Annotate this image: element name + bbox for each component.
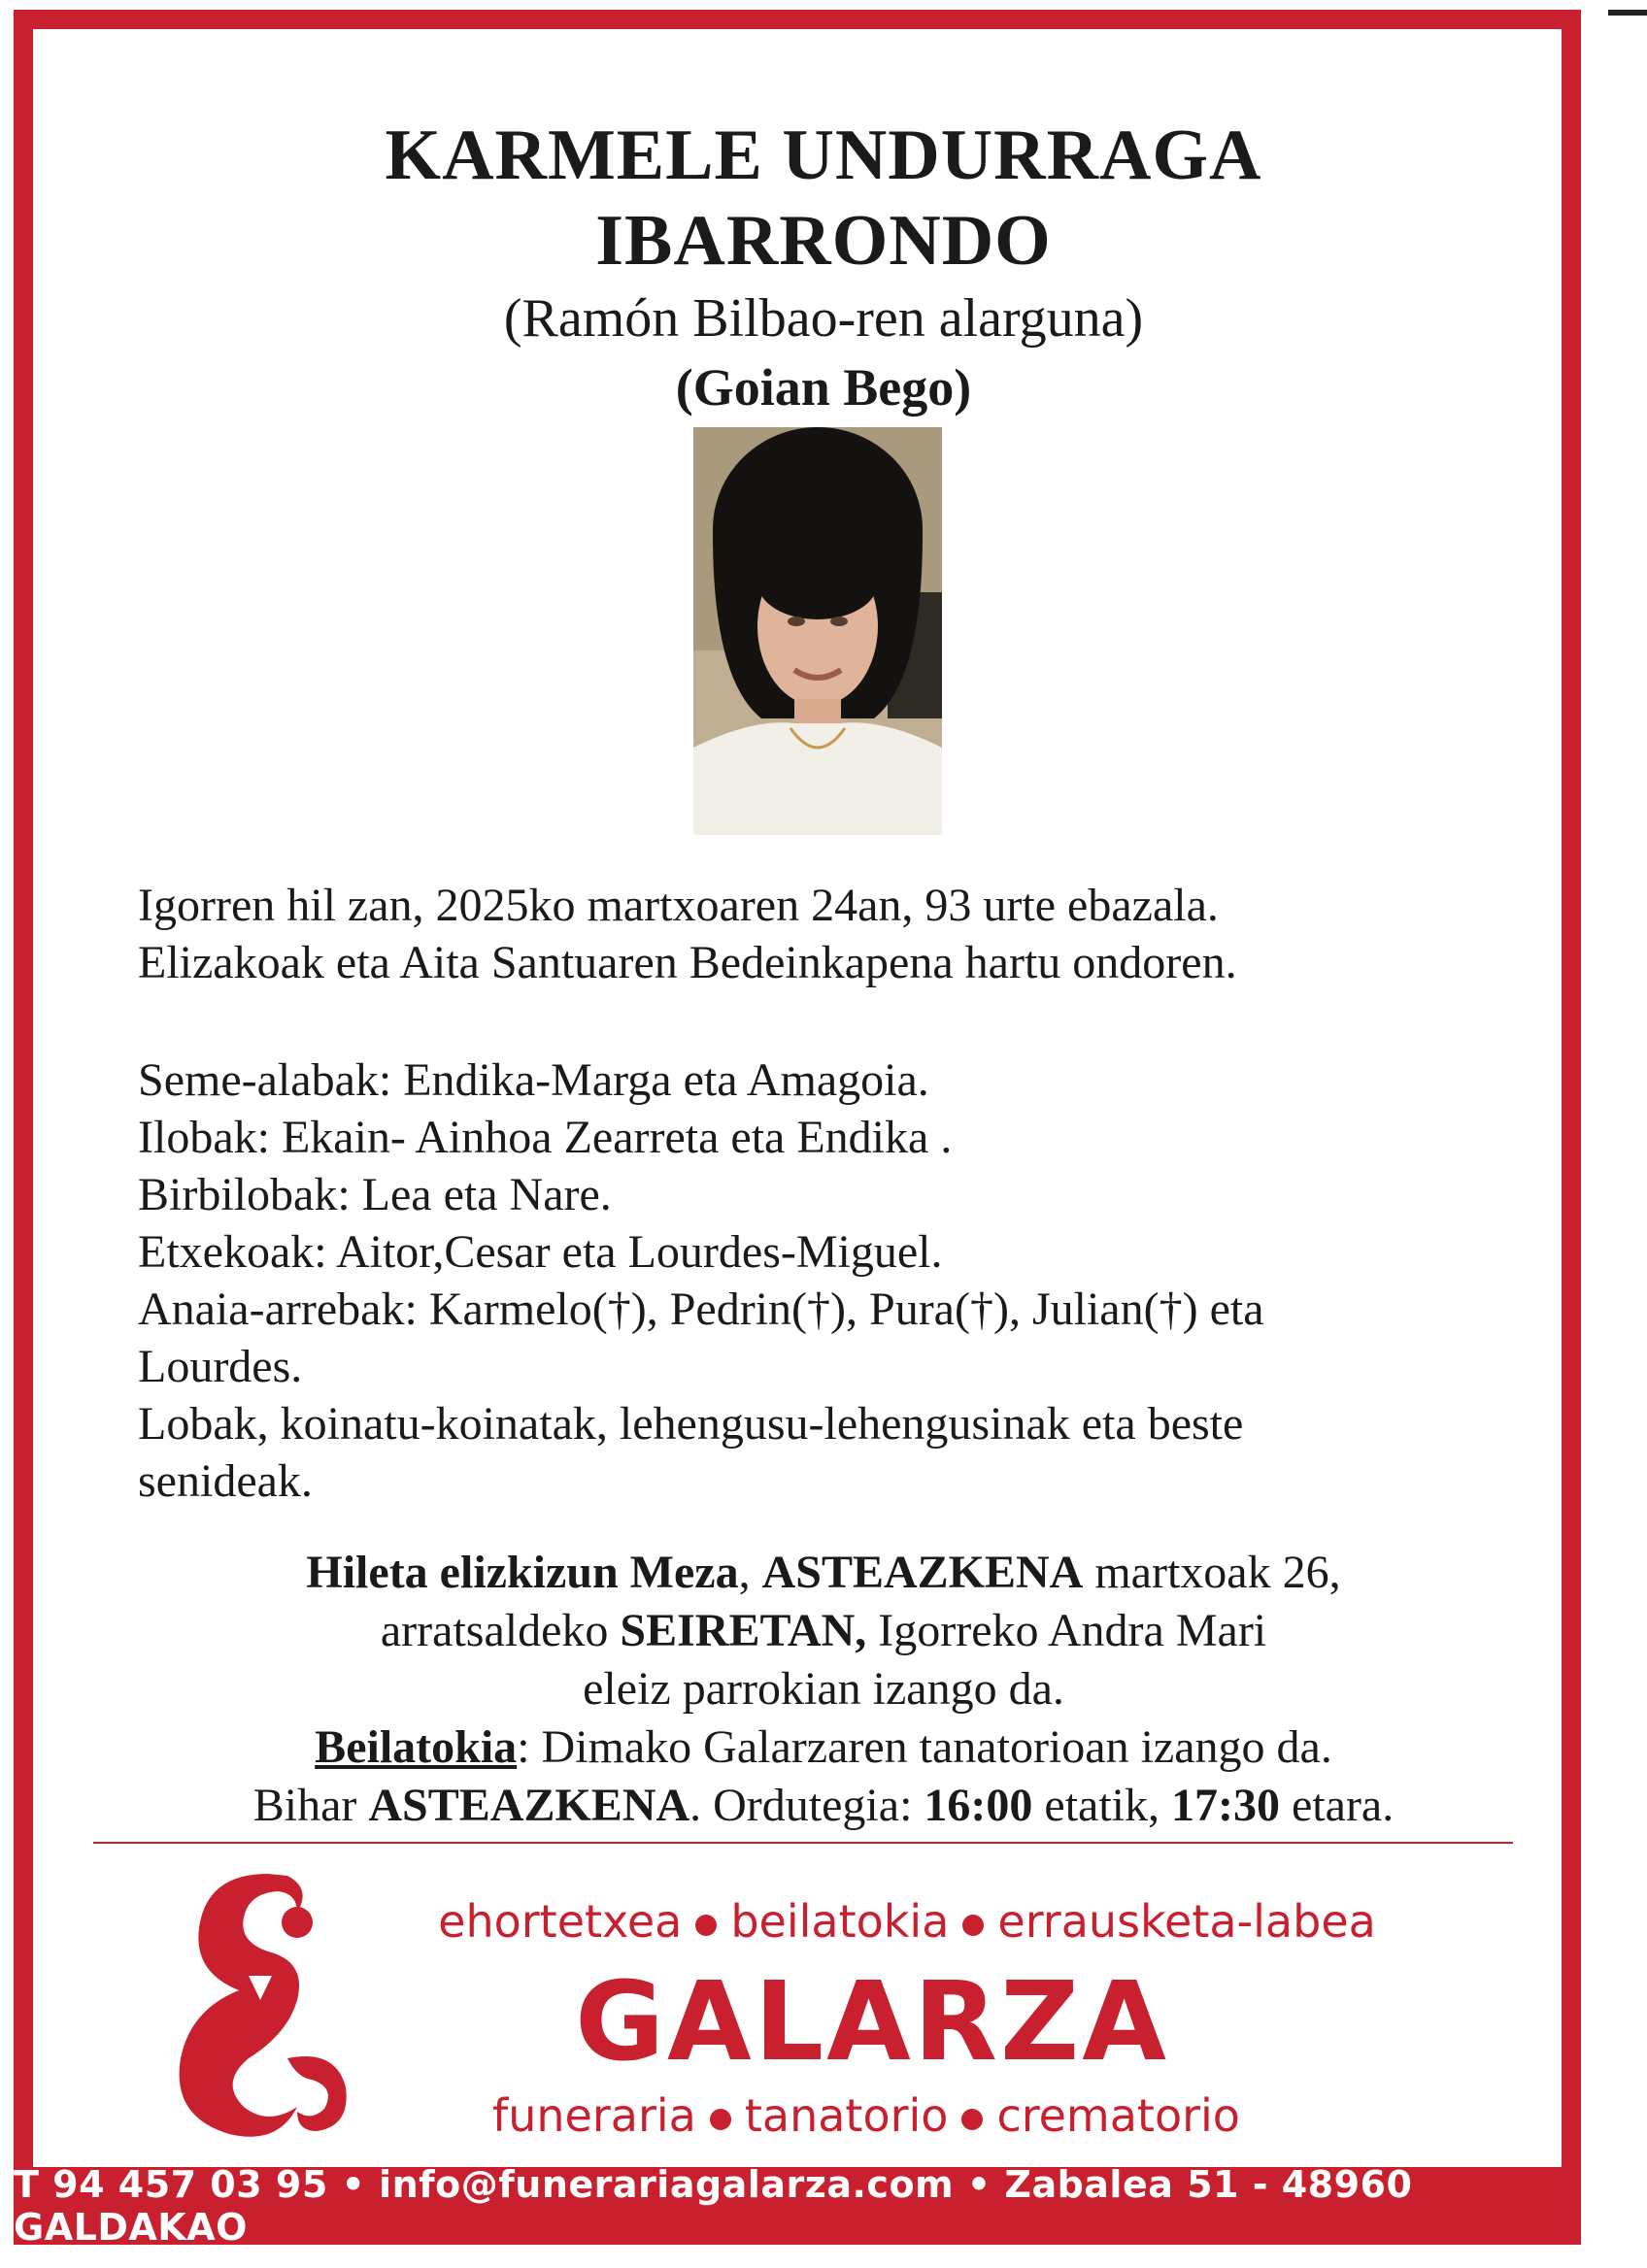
mass-label: Hileta elizkizun Meza — [306, 1547, 739, 1598]
tag-item: errausketa-labea — [997, 1895, 1376, 1948]
brand-tagline-bottom — [206, 2089, 1527, 2142]
contact-footer: T 94 457 03 95 • info@funerariagalarza.com • Zabalea 51 - 48960 GALDAKAO — [14, 2167, 1581, 2245]
wake-mid: . Ordutegia: — [689, 1780, 924, 1831]
deceased-name-line1: KARMELE UNDURRAGA — [385, 116, 1262, 195]
tag-item: ehortetxea — [438, 1895, 683, 1948]
announce-line-4 — [0, 1718, 1647, 1777]
body-line: Etxekoak: Aitor,Cesar eta Lourdes-Miguel. — [138, 1226, 943, 1278]
wake-text: : Dimako Galarzaren tanatorioan izango da. — [517, 1721, 1332, 1773]
bullet-icon — [961, 2109, 983, 2130]
body-line: Birbilobak: Lea eta Nare. — [138, 1169, 612, 1220]
wake-label: Beilatokia — [315, 1721, 518, 1773]
announce-line-2 — [0, 1602, 1647, 1660]
scan-mark — [1608, 10, 1647, 16]
divider — [93, 1842, 1513, 1844]
body-line: Lobak, koinatu-koinatak, lehengusu-lehengusinak eta beste — [138, 1398, 1244, 1450]
body-line: Anaia-arrebak: Karmelo(†), Pedrin(†), Pura(†), Julian(†) eta — [138, 1284, 1264, 1335]
body-line: Igorren hil zan, 2025ko martxoaren 24an, 93 urte ebazala. — [138, 880, 1219, 931]
wake-from: 16:00 — [924, 1780, 1033, 1831]
mass-time: SEIRETAN, — [620, 1605, 867, 1656]
announce-line-5 — [0, 1777, 1647, 1835]
wake-pre: Bihar — [252, 1780, 369, 1831]
body-line: Lourdes. — [138, 1341, 303, 1392]
body-line — [138, 991, 1264, 1051]
bullet-icon — [962, 1915, 984, 1936]
relation-line: (Ramón Bilbao-ren alarguna) — [503, 288, 1144, 349]
wake-end: etara. — [1280, 1780, 1395, 1831]
tag-item: beilatokia — [730, 1895, 950, 1948]
wake-mid2: etatik, — [1032, 1780, 1172, 1831]
bullet-icon — [710, 2109, 731, 2130]
tag-item: funeraria — [492, 2089, 696, 2142]
tag-item: crematorio — [996, 2089, 1240, 2142]
wake-to: 17:30 — [1171, 1780, 1280, 1831]
brand-tagline-top — [247, 1895, 1567, 1948]
mass-time-pre: arratsaldeko — [380, 1605, 621, 1656]
portrait-illustration — [693, 427, 942, 835]
portrait-photo — [693, 427, 942, 835]
wake-day: ASTEAZKENA — [368, 1780, 690, 1831]
mass-date: martxoak 26, — [1083, 1547, 1341, 1598]
body-line: senideak. — [138, 1455, 313, 1507]
mass-day: ASTEAZKENA — [761, 1547, 1084, 1598]
blessing-line: (Goian Bego) — [675, 358, 972, 417]
tag-item: tanatorio — [744, 2089, 949, 2142]
body-line: Seme-alabak: Endika-Marga eta Amagoia. — [138, 1054, 929, 1106]
body-line: Ilobak: Ekain- Ainhoa Zearreta eta Endika . — [138, 1112, 953, 1163]
announce-line-1 — [0, 1544, 1647, 1602]
brand-name: GALARZA — [575, 1959, 1169, 2085]
announce-line-3: eleiz parrokian izango da. — [583, 1663, 1064, 1715]
bullet-icon — [695, 1915, 717, 1936]
comma-sep: , — [738, 1547, 762, 1598]
funeral-announcement — [0, 1544, 1647, 1835]
deceased-name-line2: IBARRONDO — [595, 201, 1052, 281]
body-line: Elizakoak eta Aita Santuaren Bedeinkapena hartu ondoren. — [138, 937, 1237, 988]
body-text — [138, 877, 1264, 1510]
mass-place: Igorreko Andra Mari — [866, 1605, 1267, 1656]
